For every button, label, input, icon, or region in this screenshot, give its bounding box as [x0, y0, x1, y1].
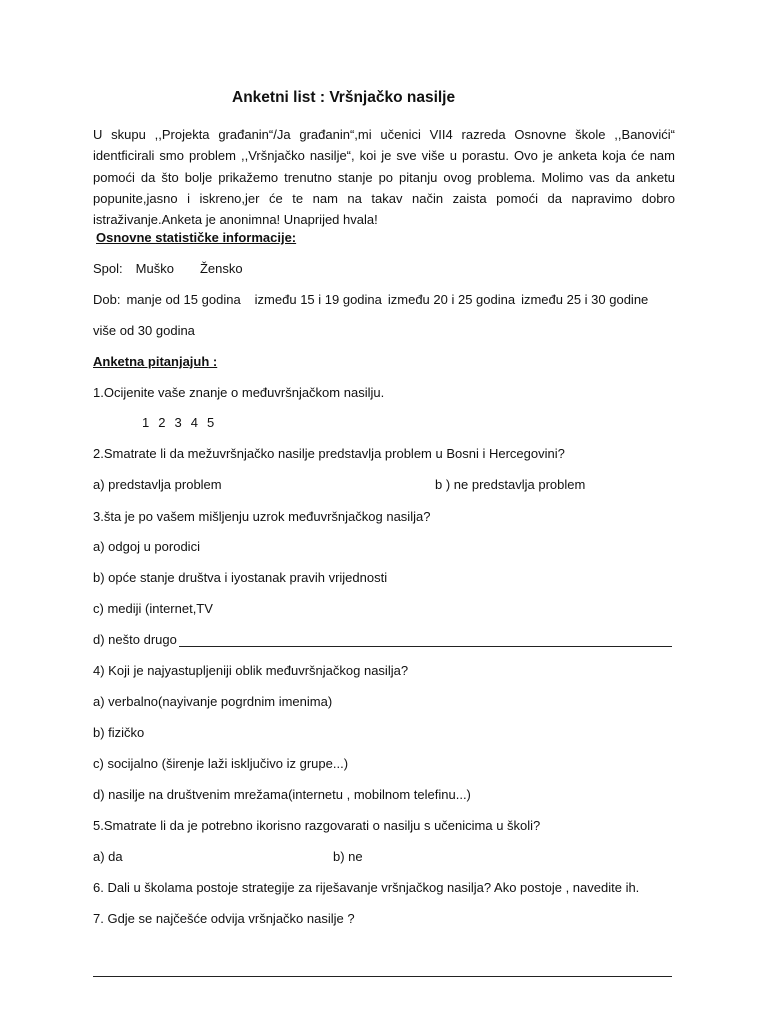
section-basic-info-heading: Osnovne statističke informacije:	[96, 230, 297, 245]
rating-option: 5	[206, 415, 215, 430]
question-4-answer-c: c) socijalno (širenje laži isključivo iz grupe...)	[93, 756, 349, 771]
intro-line: popunite,jasno i iskreno,jer će te nam na takav način zaista pomoći da napravimo dobro	[93, 190, 675, 206]
question-3-answer-b: b) opće stanje društva i iyostanak pravih vrijednosti	[93, 570, 388, 585]
question-4-answer-d: d) nasilje na društvenim mrežama(internetu , mobilnom telefinu...)	[93, 787, 471, 802]
age-option: manje od 15 godina	[126, 292, 241, 307]
answer-fill-line[interactable]	[93, 976, 672, 977]
question-6: 6. Dali u školama postoje strategije za riješavanje vršnjačkog nasilja? Ako postoje , navedite ih.	[93, 880, 640, 895]
gender-option-female: Žensko	[199, 261, 243, 276]
age-option: više od 30 godina	[93, 323, 195, 338]
question-3-answer-c: c) mediji (internet,TV	[93, 601, 213, 616]
rating-option: 1	[142, 415, 150, 430]
answer-fill-line[interactable]	[179, 646, 672, 647]
question-5-answer-a: a) da	[93, 849, 123, 864]
rating-option: 4	[190, 415, 198, 430]
section-questions-heading: Anketna pitanjajuh :	[93, 354, 218, 369]
document-title: Anketni list : Vršnjačko nasilje	[232, 89, 456, 106]
question-2-answer-b: b ) ne predstavlja problem	[435, 477, 586, 492]
intro-line: pomoći da što bolje prikažemo trenutno stanje po pitanju ovog problema. Molimo vas da anketu	[93, 169, 675, 185]
question-3: 3.šta je po vašem mišljenju uzrok međuvršnjačkog nasilja?	[93, 509, 431, 524]
intro-line: istraživanje.Anketa je anonimna! Unaprijed hvala!	[93, 212, 378, 228]
question-3-answer-a: a) odgoj u porodici	[93, 539, 200, 554]
age-row	[93, 292, 648, 308]
question-5: 5.Smatrate li da je potrebno ikorisno razgovarati o nasilju s učenicima u školi?	[93, 818, 541, 833]
age-option: između 25 i 30 godine	[521, 292, 649, 307]
question-2: 2.Smatrate li da mežuvršnjačko nasilje predstavlja problem u Bosni i Hercegovini?	[93, 446, 565, 461]
question-4-answer-b: b) fizičko	[93, 725, 145, 740]
gender-label: Spol:	[93, 261, 123, 276]
rating-scale	[142, 415, 214, 431]
rating-option: 3	[174, 415, 182, 430]
gender-option-male: Muško	[135, 261, 174, 276]
intro-line: identficirali smo problem ,,Vršnjačko nasilje“, koi je sve više u porastu. Ovo je anketa koja će nam	[93, 148, 675, 164]
question-5-answer-b: b) ne	[333, 849, 363, 864]
intro-paragraph	[93, 124, 675, 230]
intro-line: U skupu ,,Projekta građanin“/Ja građanin“,mi učenici VII4 razreda Osnovne škole ,,Banovići“	[93, 127, 675, 142]
age-label: Dob:	[93, 292, 121, 307]
gender-row	[93, 261, 243, 277]
question-4: 4) Koji je najyastupljeniji oblik međuvršnjačkog nasilja?	[93, 663, 409, 678]
age-option: između 20 i 25 godina	[387, 292, 516, 307]
question-2-answer-a: a) predstavlja problem	[93, 477, 222, 492]
age-option: između 15 i 19 godina	[254, 292, 382, 307]
question-1: 1.Ocijenite vaše znanje o međuvršnjačkom nasilju.	[93, 385, 385, 400]
rating-option: 2	[158, 415, 166, 430]
question-3-answer-d: d) nešto drugo	[93, 632, 177, 647]
question-4-answer-a: a) verbalno(nayivanje pogrdnim imenima)	[93, 694, 333, 709]
question-7: 7. Gdje se najčešće odvija vršnjačko nasilje ?	[93, 911, 355, 926]
